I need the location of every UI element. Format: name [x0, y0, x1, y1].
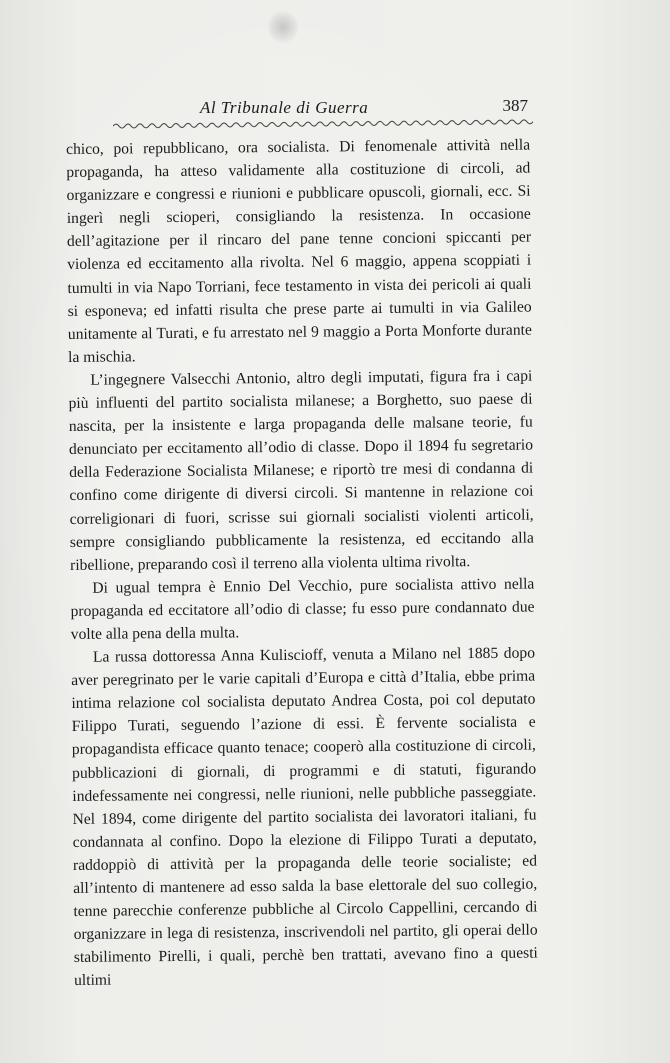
page-number: 387 — [502, 96, 528, 115]
paragraph: chico, poi repubblicano, ora socialista. Di fenomenale attività nella propaganda, ha atteso validamente alla costituzione di circoli, ad organizzare e congressi e riunioni e pubblicare opuscoli, giornali, ecc. Si ingerì negli scioperi, consigliando la resistenza. In occasione dell’agitazione per il rincaro del pane tenne concioni spiccanti per violenza ed eccitamento alla rivolta. Nel 6 maggio, appena scoppiati i tumulti in via Napo Torriani, fece testamento in vista dei pericoli ai quali si esponeva; ed infatti risulta che prese parte ai tumulti in via Galileo unitamente al Turati, e fu arrestato nel 9 maggio a Porta Monforte durante la mischia. — [66, 136, 532, 366]
paragraph: La russa dottoressa Anna Kuliscioff, venuta a Milano nel 1885 dopo aver peregrinato per le varie capitali d’Europa e città d’Italia, ebbe prima intima relazione col socialista deputato Andrea Costa, poi col deputato Filippo Turati, seguendo l’azione di essi. È fervente socialista e propagandista efficace quanto tenace; cooperò alla costituzione di circoli, pubblicazioni di giornali, di programmi e di statuti, figurando indefessamente nei congressi, nelle riunioni, nelle pubbliche passeggiate. Nel 1894, come dirigente del partito socialista dei lavoratori italiani, fu condannata al confino. Dopo la elezione di Filippo Turati a deputato, raddoppiò di attività per la propaganda delle teorie socialiste; ed all’intento di mantenere ad esso salda la base elettorale del suo collegio, tenne parecchie conferenze pubbliche al Circolo Cappellini, cercando di organizzare in lega di resistenza, inscrivendoli nel partito, gli operai dello stabilimento Pirelli, i quali, perchè ben trattati, avevano fino a questi ultimi — [71, 644, 538, 990]
wavy-rule-icon — [113, 117, 533, 129]
paragraph: Di ugual tempra è Ennio Del Vecchio, pure socialista attivo nella propaganda ed eccitatore all’odio di classe; fu esso pure condannato due volte alla pena della multa. — [70, 575, 535, 643]
ink-smudge — [268, 10, 298, 44]
body-text — [66, 134, 538, 993]
running-title: Al Tribunale di Guerra — [200, 98, 369, 117]
paragraph: L’ingegnere Valsecchi Antonio, altro degli imputati, figura fra i capi più influenti del partito socialista milanese; a Borghetto, suo paese di nascita, per la insistente e larga propaganda delle malsane teorie, fu denunciato per eccitamento all’odio di classe. Dopo il 1894 fu segretario della Federazione Socialista Milanese; e riportò tre mesi di condanna di confino come dirigente di diversi circoli. Si mantenne in relazione coi correligionari di fuori, scrisse sui giornali socialisti violenti articoli, sempre consigliando pubblicamente la resistenza, ed eccitando alla ribellione, preparando così il terreno alla violenta ultima rivolta. — [68, 367, 534, 574]
